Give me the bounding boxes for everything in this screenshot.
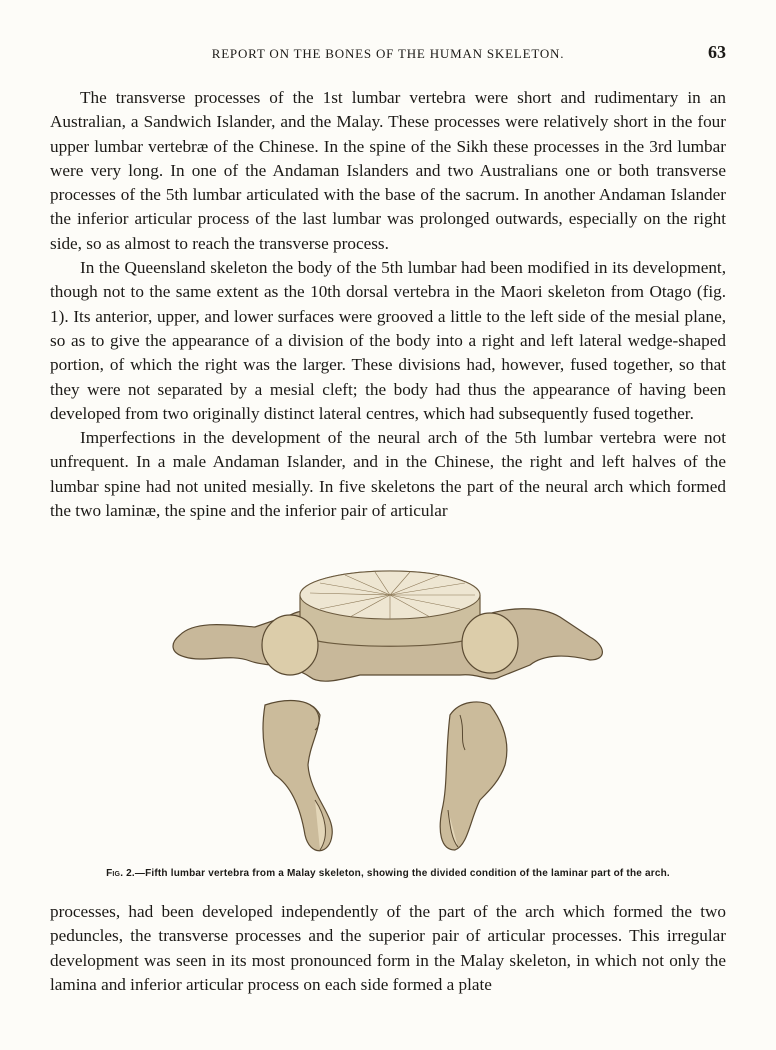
vertebral-body-drawing: [173, 571, 602, 681]
paragraph: processes, had been developed independently of the part of the arch which formed the two peduncles, the transverse processes and the superior pair of articular processes. This irregular development was seen in its most pronounced form in the Malay skeleton, in which not only the lamina and inferior articular process on each side formed a plate: [50, 902, 726, 994]
paragraph: Imperfections in the development of the neural arch of the 5th lumbar vertebra were not unfrequent. In a male Andaman Islander, and in the Chinese, the right and left halves of the lumbar spine had not united mesially. In five skeletons the part of the neural arch which formed the two laminæ, the spine and the inferior pair of articular: [50, 428, 726, 521]
body-text-top: [50, 86, 726, 523]
vertebra-illustration: [160, 565, 616, 865]
left-lamina-drawing: [263, 701, 332, 851]
figure-caption-text: —Fifth lumbar vertebra from a Malay skeleton, showing the divided condition of the laminar part of the arch.: [134, 868, 670, 879]
running-title: REPORT ON THE BONES OF THE HUMAN SKELETON.: [211, 46, 565, 61]
body-text-bottom: [50, 900, 726, 997]
paragraph: In the Queensland skeleton the body of the 5th lumbar had been modified in its development, though not to the same extent as the 10th dorsal vertebra in the Maori skeleton from Otago (fig. 1). Its anterior, upper, and lower surfaces were grooved a little to the left side of the mesial plane, so as to give the appearance of a division of the body into a right and left lateral wedge-shaped portion, of which the right was the larger. These divisions had, however, fused together, so that they were not separated by a mesial cleft; the body had thus the appearance of having been developed from two originally distinct lateral centres, which had subsequently fused together.: [50, 258, 726, 423]
page-number: 63: [708, 42, 726, 62]
figure-vertebra: [160, 565, 616, 865]
paragraph: The transverse processes of the 1st lumbar vertebra were short and rudimentary in an Australian, a Sandwich Islander, and the Malay. These processes were relatively short in the four upper lumbar vertebræ of the Chinese. In the spine of the Sikh these processes in the 3rd lumbar were very long. In one of the Andaman Islanders and two Australians one or both transverse processes of the 5th lumbar articulated with the base of the sacrum. In another Andaman Islander the inferior articular process of the last lumbar was prolonged outwards, especially on the right side, so as almost to reach the transverse process.: [50, 88, 726, 253]
figure-label: Fig. 2.: [106, 868, 135, 879]
figure-caption: [50, 868, 726, 879]
running-head: [50, 44, 726, 64]
right-lamina-drawing: [440, 702, 507, 850]
